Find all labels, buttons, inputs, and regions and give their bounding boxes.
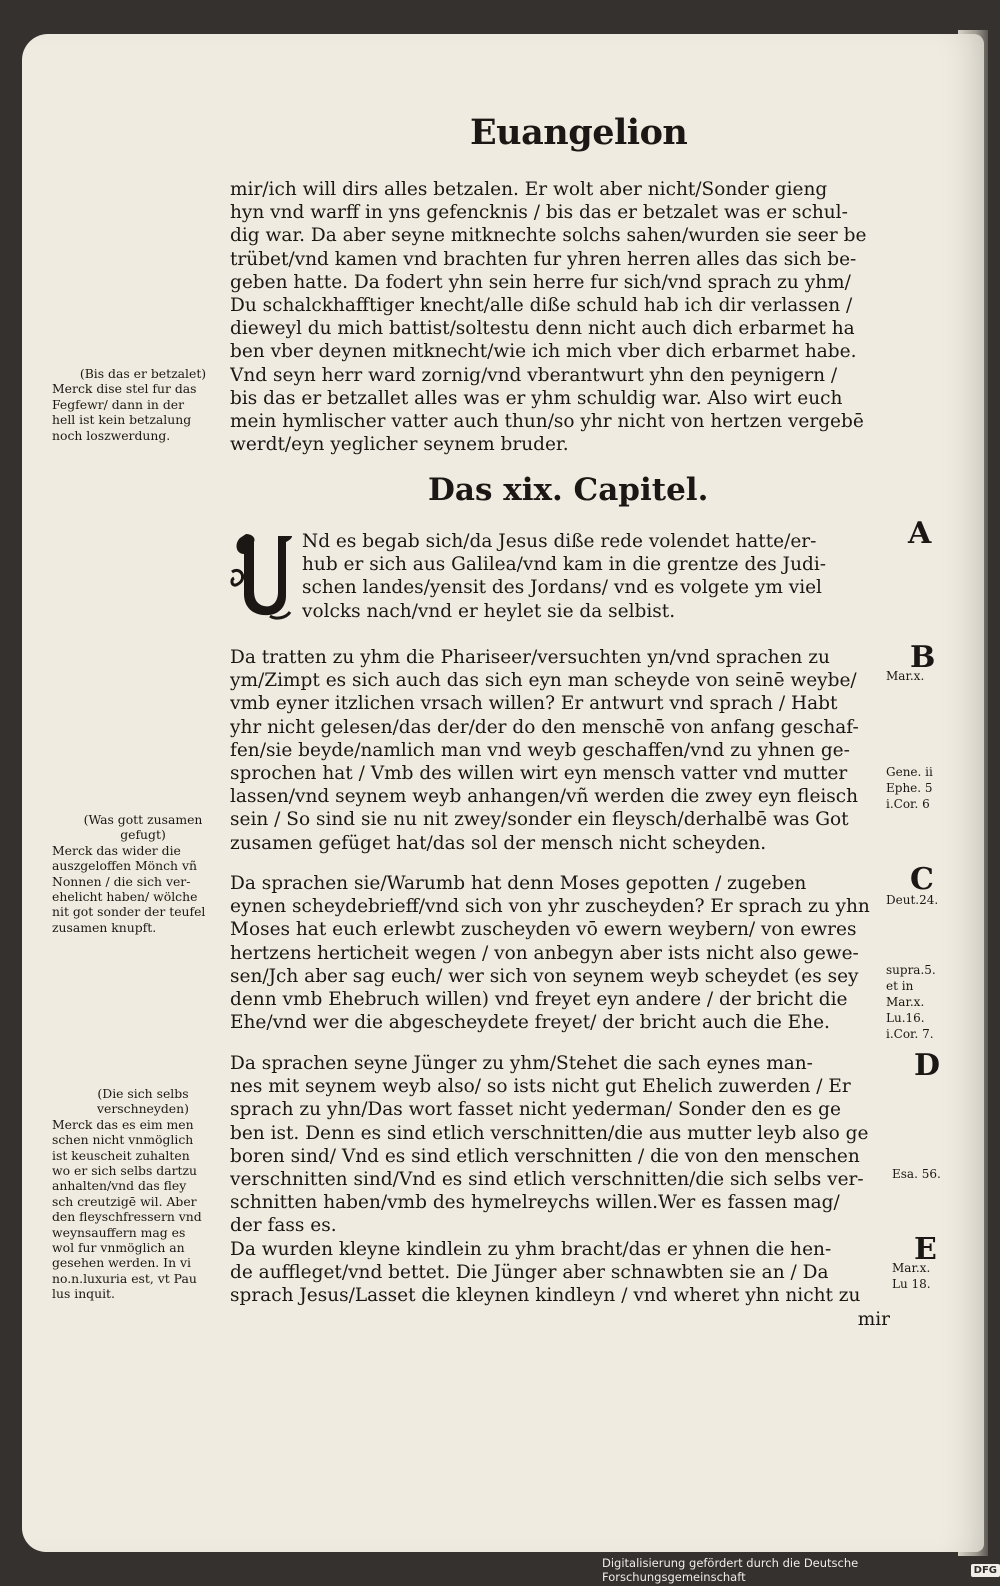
- cross-reference-e: [892, 1260, 931, 1292]
- reference-line: i.Cor. 7.: [886, 1027, 934, 1041]
- text-line: lassen/vnd seynem weyb anhangen/vñ werden die zwey eyn fleisch: [230, 786, 859, 808]
- reference-line: Ephe. 5: [886, 781, 933, 795]
- text-line: Moses hat euch erlewbt zuscheyden vō ewern weybern/ von ewres: [230, 919, 857, 941]
- text-line: sprach Jesus/Lasset die kleynen kindleyn / vnd wheret yhn nicht zu: [230, 1285, 861, 1307]
- text-line: trübet/vnd kamen vnd brachten fur yhren herren alles das sich be-: [230, 248, 857, 270]
- gloss-title-continued: verschneyden): [97, 1101, 189, 1117]
- main-text-paragraph-5: [230, 1238, 890, 1331]
- text-line: dig war. Da aber seyne mitknechte solchs sahen/wurden sie seer be: [230, 225, 867, 247]
- gloss-line: schen nicht vnmöglich: [52, 1132, 194, 1148]
- gloss-title: (Bis das er betzalet): [79, 366, 207, 381]
- reference-line: Esa. 56.: [892, 1167, 941, 1181]
- reference-line: supra.5.: [886, 963, 936, 977]
- gloss-line: auszgeloffen Mönch vñ: [52, 858, 197, 874]
- text-line: Vnd seyn herr ward zornig/vnd vberantwurt yhn den peynigern /: [230, 364, 838, 386]
- section-letter-a: A: [908, 516, 932, 551]
- text-line: schen landes/yensit des Jordans/ vnd es volgete ym viel: [302, 577, 822, 599]
- reference-line: Mar.x.: [886, 995, 925, 1009]
- text-line: ben vber deynen mitknecht/wie ich mich vber dich erbarmet habe.: [230, 341, 857, 363]
- gloss-line: Merck das es eim men: [52, 1116, 194, 1132]
- text-line: Da tratten zu yhm die Phariseer/versuchten yn/vnd sprachen zu: [230, 647, 830, 668]
- text-line: mein hymlischer vatter auch thun/so yhr nicht von hertzen vergebē: [230, 410, 864, 432]
- chapter-heading: Das xix. Capitel.: [428, 472, 709, 508]
- text-line: ym/Zimpt es sich auch das sich eyn man scheyde von seinē weybe/: [230, 670, 857, 692]
- text-line: fen/sie beyde/namlich man vnd weyb geschaffen/vnd zu yhnen ge-: [230, 739, 850, 761]
- gloss-title: (Die sich selbs: [97, 1086, 189, 1101]
- gloss-line: anhalten/vnd das fley: [52, 1178, 187, 1194]
- gloss-line: den fleyschfressern vnd: [52, 1209, 202, 1225]
- running-head: Euangelion: [470, 112, 688, 153]
- text-line: hub er sich aus Galilea/vnd kam in die grentze des Judi-: [302, 554, 826, 576]
- text-line: yhr nicht gelesen/das der/der do den menschē von anfang geschaf-: [230, 716, 859, 738]
- gloss-line: gesehen werden. In vi: [52, 1255, 191, 1271]
- drop-cap-u-icon: [230, 532, 296, 622]
- main-text-paragraph-2: [230, 646, 890, 855]
- text-line: nes mit seynem weyb also/ so ists nicht gut Ehelich zuwerden / Er: [230, 1076, 851, 1098]
- cross-reference-supra: [886, 962, 936, 1042]
- margin-gloss-chastity: [52, 1086, 234, 1302]
- credit-text: Digitalisierung gefördert durch die Deutsche Forschungsgemeinschaft: [602, 1556, 859, 1584]
- gloss-line: wo er sich selbs dartzu: [52, 1163, 197, 1179]
- text-line: werdt/eyn yeglicher seynem bruder.: [230, 434, 569, 456]
- section-letter-e: E: [914, 1232, 937, 1267]
- digitization-credit: [602, 1556, 1000, 1584]
- gloss-line: Merck dise stel fur das: [52, 381, 197, 397]
- gloss-line: lus inquit.: [52, 1286, 115, 1302]
- text-line: mir/ich will dirs alles betzalen. Er wolt aber nicht/Sonder gieng: [230, 179, 828, 200]
- gloss-line: nit got sonder der teufel: [52, 904, 206, 920]
- reference-line: i.Cor. 6: [886, 797, 930, 811]
- reference-line: Mar.x.: [886, 669, 925, 683]
- text-line: Ehe/vnd wer die abgescheydete freyet/ der bricht auch die Ehe.: [230, 1012, 830, 1034]
- text-line: dieweyl du mich battist/soltestu denn nicht auch dich erbarmet ha: [230, 318, 855, 340]
- text-line: schnitten haben/vmb des hymelreychs willen.Wer es fassen mag/: [230, 1192, 840, 1214]
- cross-reference-b: [886, 668, 924, 684]
- reference-line: Gene. ii: [886, 765, 933, 779]
- text-line: hyn vnd warff in yns gefencknis / bis das er betzalet was er schul-: [230, 202, 848, 224]
- text-line: geben hatte. Da fodert yhn sein herre fur sich/vnd sprach zu yhm/: [230, 271, 851, 293]
- text-line: ben ist. Denn es sind etlich verschnitten/die aus mutter leyb also ge: [230, 1122, 869, 1144]
- margin-gloss-marriage: [52, 812, 234, 935]
- gloss-line: ist keuscheit zuhalten: [52, 1147, 190, 1163]
- main-text-paragraph-3: [230, 872, 890, 1034]
- text-line: Du schalckhafftiger knecht/alle diße schuld hab ich dir verlassen /: [230, 294, 853, 316]
- reference-line: Deut.24.: [886, 893, 939, 907]
- gloss-body: [52, 843, 234, 935]
- text-line: volcks nach/vnd er heylet sie da selbist.: [302, 600, 676, 622]
- text-line: der fass es.: [230, 1215, 337, 1237]
- cross-reference-d: [892, 1166, 941, 1182]
- section-letter-d: D: [914, 1048, 941, 1083]
- gloss-line: sch creutzigē wil. Aber: [52, 1193, 197, 1209]
- gloss-line: weynsauffern mag es: [52, 1224, 186, 1240]
- gloss-line: hell ist kein betzalung: [52, 412, 192, 428]
- gloss-title-continued: gefugt): [120, 827, 166, 843]
- gloss-line: noch loszwerdung.: [52, 427, 171, 443]
- text-line: sprochen hat / Vmb des willen wirt eyn mensch vatter vnd mutter: [230, 762, 848, 784]
- text-line: sein / So sind sie nu nit zwey/sonder ein fleysch/derhalbē was Got: [230, 809, 849, 831]
- gloss-line: wol fur vnmöglich an: [52, 1240, 185, 1256]
- main-text-paragraph-1: [302, 530, 882, 623]
- text-line: sprach zu yhn/Das wort fasset nicht yederman/ Sonder den es ge: [230, 1099, 841, 1121]
- reference-line: Lu 18.: [892, 1277, 931, 1291]
- gloss-line: zusamen knupft.: [52, 919, 157, 935]
- reference-line: et in: [886, 979, 914, 993]
- text-line: hertzens herticheit wegen / von anbegyn aber ists nicht also gewe-: [230, 942, 859, 964]
- section-letter-b: B: [910, 640, 936, 675]
- gloss-body: [52, 1117, 234, 1302]
- cross-reference-genesis: [886, 764, 933, 812]
- text-line: sen/Jch aber sag euch/ wer sich von seynem weyb scheydet (es sey: [230, 965, 859, 987]
- text-line: eynen scheydebrieff/vnd sich von yhr zuscheyden? Er sprach zu yhn: [230, 896, 870, 918]
- text-line: zusamen gefüget hat/das sol der mensch nicht scheyden.: [230, 832, 767, 854]
- gloss-title: (Was gott zusamen: [83, 812, 203, 827]
- text-line: mir: [857, 1308, 890, 1330]
- main-text-paragraph-4: [230, 1052, 890, 1238]
- text-line: de auffleget/vnd bettet. Die Jünger aber schnawbten sie an / Da: [230, 1262, 829, 1284]
- gloss-body: [52, 381, 234, 443]
- gloss-line: ehelicht haben/ wölche: [52, 889, 198, 905]
- text-line: verschnitten sind/Vnd es sind etlich verschnitten/die sich selbs ver-: [230, 1168, 864, 1190]
- text-line: Da sprachen seyne Jünger zu yhm/Stehet die sach eynes man-: [230, 1053, 813, 1074]
- text-line: bis das er betzallet alles was er yhm schuldig war. Also wirt euch: [230, 387, 843, 409]
- main-text-top: [230, 178, 890, 456]
- reference-line: Mar.x.: [892, 1261, 931, 1275]
- section-letter-c: C: [910, 862, 934, 897]
- gloss-line: no.n.luxuria est, vt Pau: [52, 1270, 197, 1286]
- reference-line: Lu.16.: [886, 1011, 925, 1025]
- text-line: Da sprachen sie/Warumb hat denn Moses gepotten / zugeben: [230, 873, 807, 894]
- text-line: vmb eyner itzlichen vrsach willen? Er antwurt vnd sprach / Habt: [230, 693, 838, 715]
- gloss-line: Nonnen / die sich ver-: [52, 873, 191, 889]
- dfg-logo: DFG: [971, 1564, 1000, 1577]
- text-line: boren sind/ Vnd es sind etlich verschnitten / die von den menschen: [230, 1145, 860, 1167]
- gloss-line: Merck das wider die: [52, 842, 181, 858]
- text-line: denn vmb Ehebruch willen) vnd freyet eyn andere / der bricht die: [230, 988, 848, 1010]
- text-line: Nd es begab sich/da Jesus diße rede volendet hatte/er-: [302, 531, 817, 552]
- cross-reference-c: [886, 892, 938, 908]
- gloss-line: Fegfewr/ dann in der: [52, 396, 185, 412]
- text-line: Da wurden kleyne kindlein zu yhm bracht/das er yhnen die hen-: [230, 1239, 832, 1260]
- margin-gloss-purgatory: [52, 366, 234, 443]
